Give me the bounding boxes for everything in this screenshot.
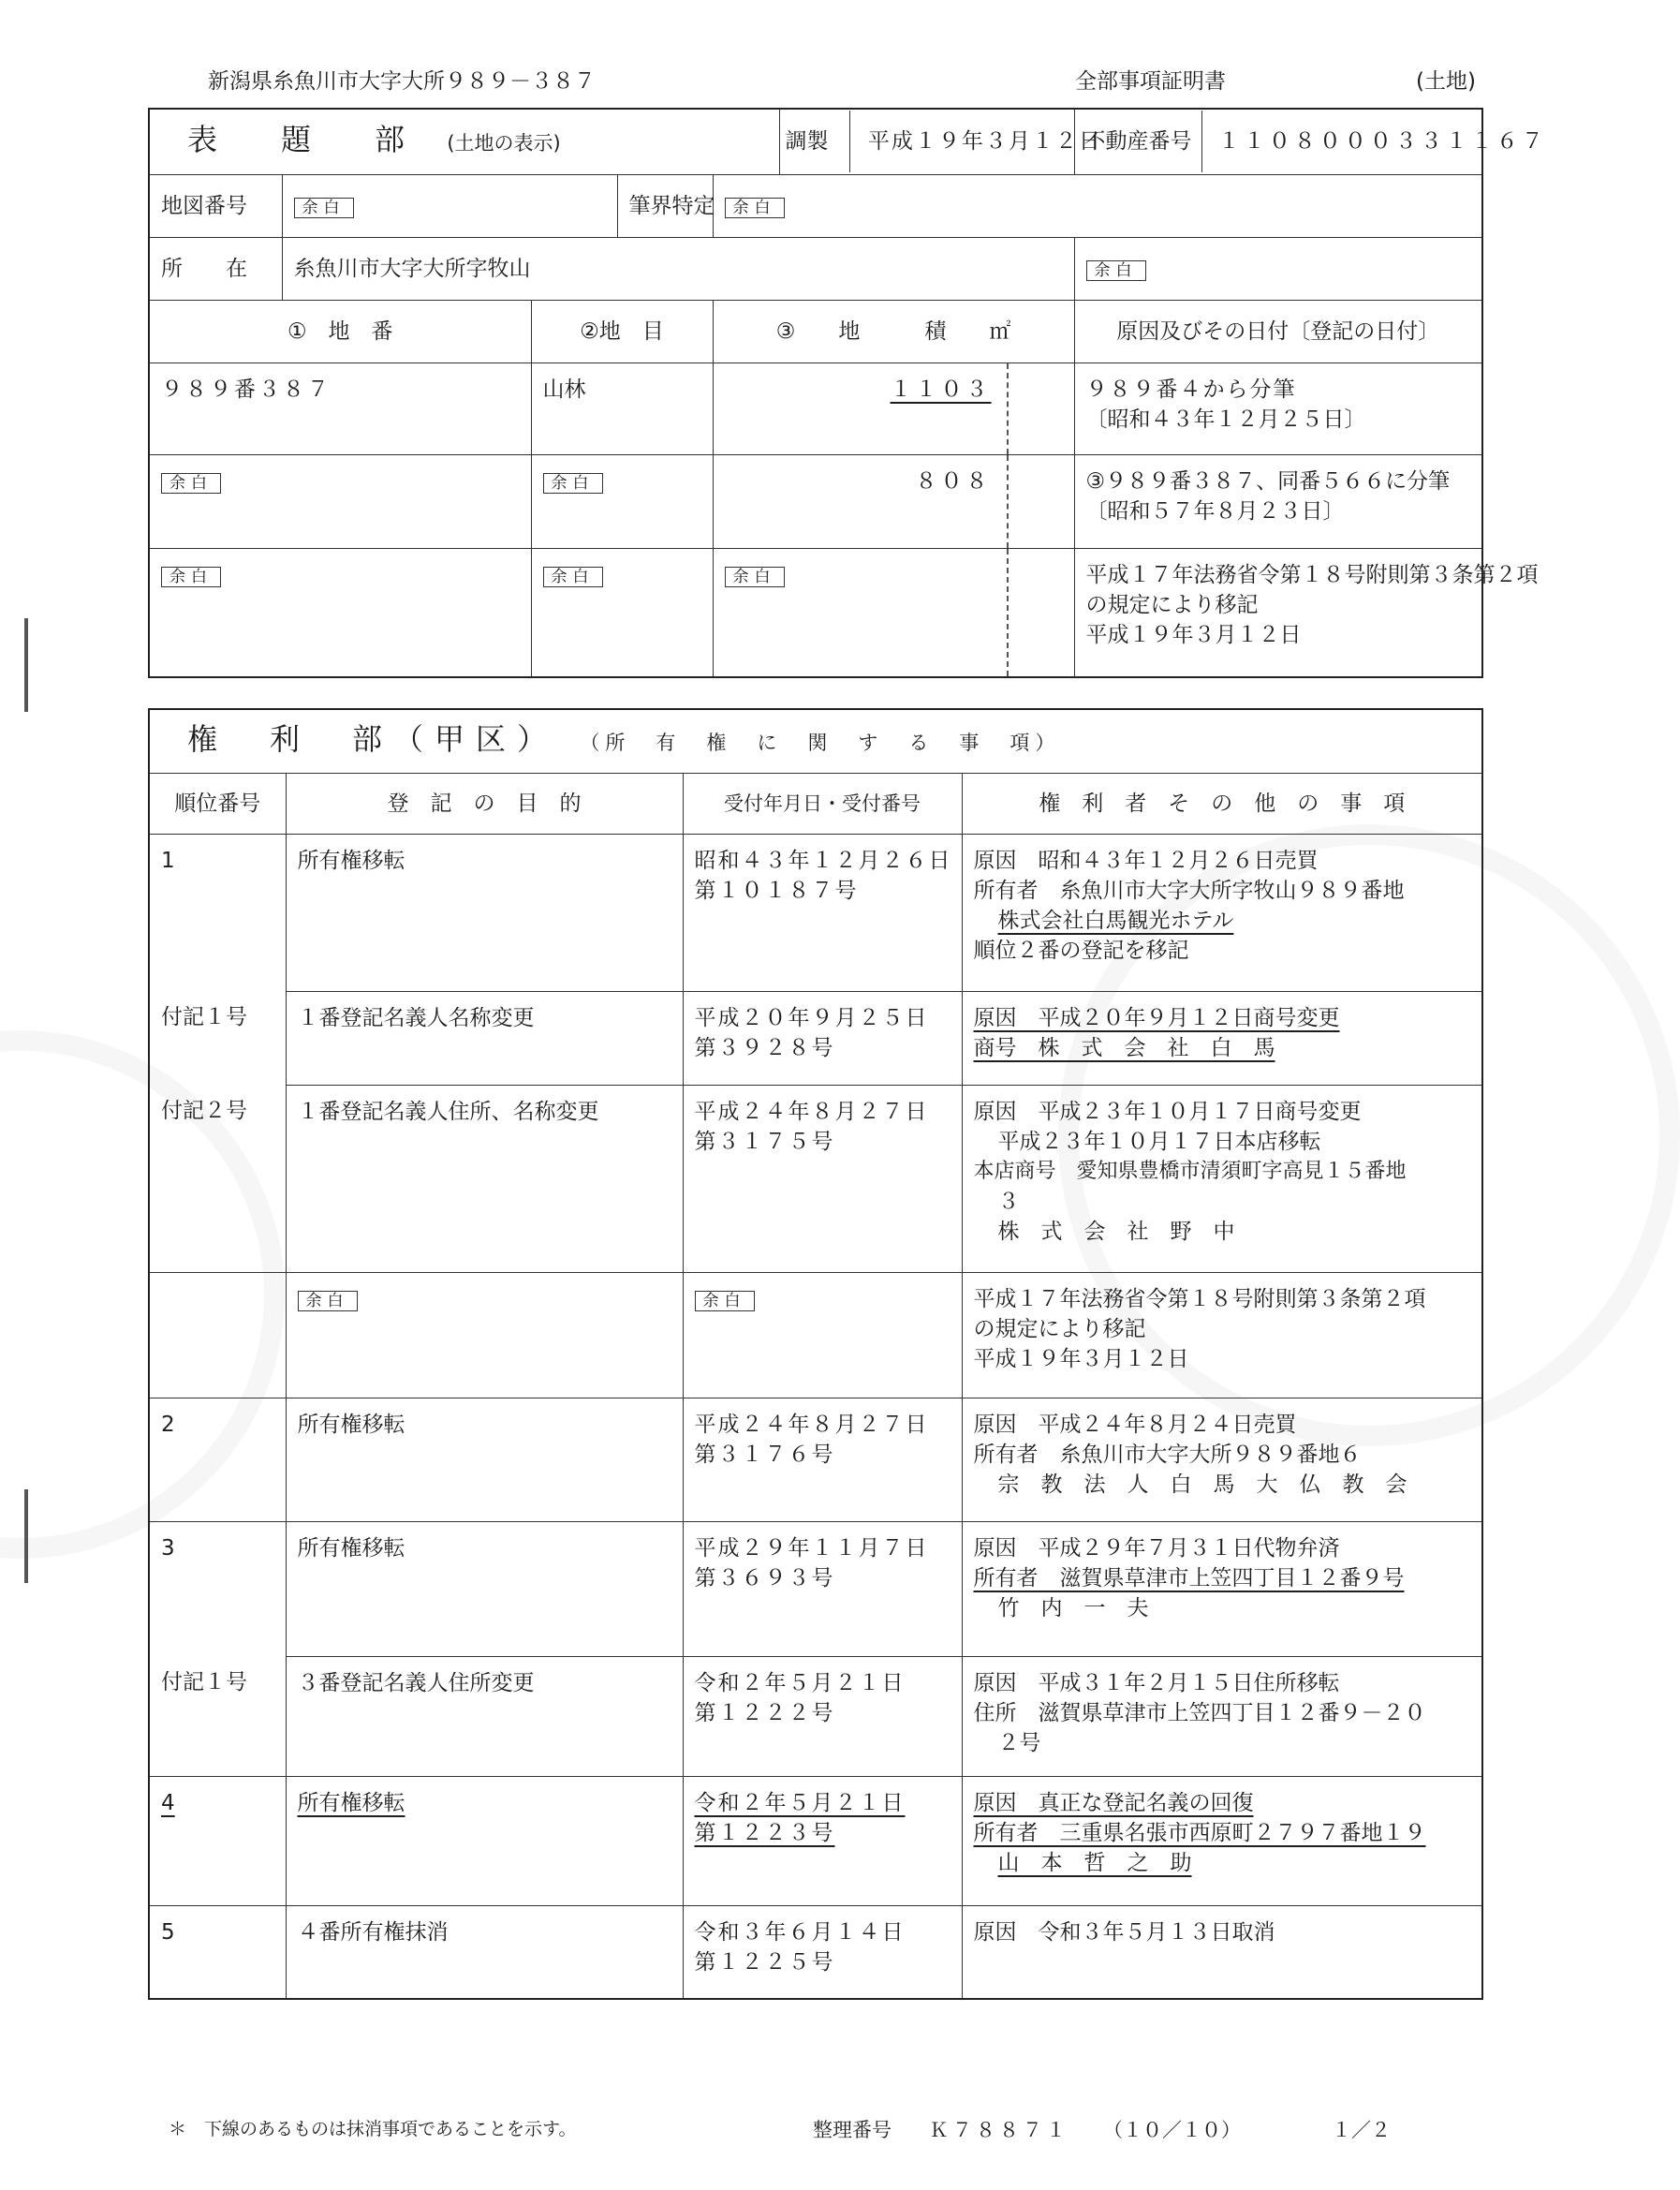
receipt-date: 平成２４年８月２７日 bbox=[694, 1099, 929, 1124]
chiban-cell bbox=[149, 454, 531, 548]
margin-stamp: 余白 bbox=[725, 198, 785, 218]
col-header-receipt: 受付年月日・受付番号 bbox=[683, 773, 962, 834]
details-line: 原因 平成３１年２月１５日住所移転 bbox=[973, 1670, 1340, 1695]
location-label: 所 在 bbox=[149, 237, 282, 300]
area-cell bbox=[713, 454, 1074, 548]
location-value: 糸魚川市大字大所字牧山 bbox=[282, 237, 1074, 300]
purpose-cell: ３番登記名義人住所変更 bbox=[286, 1656, 683, 1776]
header-cert-title: 全部事項証明書 bbox=[1075, 69, 1226, 94]
details-line: ３ bbox=[997, 1189, 1020, 1214]
details-line: 平成１７年法務省令第１８号附則第３条第２項 bbox=[973, 1286, 1426, 1311]
hyodai-subtitle: (土地の表示) bbox=[447, 132, 561, 155]
receipt-number: 第３９２８号 bbox=[694, 1035, 835, 1060]
boundary-label: 筆界特定 bbox=[617, 174, 713, 237]
details-cell bbox=[962, 991, 1482, 1085]
receipt-cell bbox=[683, 1521, 962, 1656]
details-line: 本店商号 愛知県豊橋市清須町字高見１５番地 bbox=[973, 1159, 1407, 1183]
margin-stamp: 余白 bbox=[161, 473, 221, 494]
rank-cell: 付記１号 bbox=[149, 991, 286, 1085]
cause-cell bbox=[1074, 454, 1482, 548]
rank-cell: 付記２号 bbox=[149, 1085, 286, 1272]
details-line: 原因 平成２９年７月３１日代物弁済 bbox=[973, 1535, 1340, 1561]
rank-cell bbox=[149, 1776, 286, 1905]
margin-stamp: 余白 bbox=[294, 198, 354, 218]
receipt-number: 第１２２３号 bbox=[694, 1820, 835, 1845]
purpose-cell: 所有権移転 bbox=[286, 1521, 683, 1656]
margin-stamp: 余白 bbox=[695, 1291, 755, 1311]
details-line: 原因 平成２４年８月２４日売買 bbox=[973, 1412, 1297, 1437]
details-line: の規定により移記 bbox=[973, 1316, 1146, 1341]
hyodai-title-cell bbox=[149, 109, 779, 174]
cause-line: 平成１９年３月１２日 bbox=[1085, 622, 1302, 647]
purpose-cell: 所有権移転 bbox=[286, 834, 683, 991]
area-value: ８０８ bbox=[915, 468, 992, 494]
chousei-label: 調製 bbox=[780, 111, 850, 172]
details-line: 所有者 糸魚川市大字大所９８９番地６ bbox=[973, 1442, 1362, 1467]
map-no-value bbox=[282, 174, 617, 237]
kenri-title: 権 利 部（甲区） bbox=[187, 721, 559, 758]
kenri-subtitle: （所 有 権 に 関 す る 事 項） bbox=[580, 732, 1061, 755]
purpose-cell: １番登記名義人名称変更 bbox=[286, 991, 683, 1085]
receipt-cell bbox=[683, 1398, 962, 1521]
margin-stamp: 余白 bbox=[543, 567, 603, 587]
rank-cell: 付記１号 bbox=[149, 1656, 286, 1776]
purpose-cell: １番登記名義人住所、名称変更 bbox=[286, 1085, 683, 1272]
property-no-label: 不動産番号 bbox=[1075, 111, 1202, 172]
chiban-cell: ９８９番３８７ bbox=[149, 363, 531, 454]
chimoku-cell bbox=[531, 548, 713, 677]
chimoku-cell: 山林 bbox=[531, 363, 713, 454]
receipt-date: 平成２０年９月２５日 bbox=[694, 1005, 929, 1030]
area-value: １１０３ bbox=[890, 377, 992, 402]
receipt-date: 昭和４３年１２月２６日 bbox=[694, 848, 952, 873]
margin-stamp: 余白 bbox=[543, 473, 603, 494]
details-line: 原因 真正な登記名義の回復 bbox=[973, 1790, 1254, 1815]
area-cell bbox=[713, 548, 1074, 677]
details-line: 所有者 三重県名張市西原町２７９７番地１９ bbox=[973, 1820, 1426, 1845]
receipt-cell bbox=[683, 1905, 962, 1999]
margin-stamp: 余白 bbox=[725, 567, 785, 587]
details-line: 原因 平成２３年１０月１７日商号変更 bbox=[973, 1099, 1362, 1124]
binding-mark bbox=[24, 1489, 28, 1583]
map-no-label: 地図番号 bbox=[149, 174, 282, 237]
col-header-details: 権 利 者 そ の 他 の 事 項 bbox=[962, 773, 1482, 834]
details-line: 宗 教 法 人 白 馬 大 仏 教 会 bbox=[997, 1472, 1407, 1497]
margin-stamp: 余白 bbox=[298, 1291, 358, 1311]
header-address: 新潟県糸魚川市大字大所９８９－３８７ bbox=[208, 69, 596, 94]
margin-stamp: 余白 bbox=[1086, 260, 1146, 281]
rank-value: 4 bbox=[161, 1790, 175, 1815]
property-no: １１０８０００３３１１６７ bbox=[1217, 129, 1547, 155]
property-no-cell bbox=[1074, 109, 1547, 174]
details-line: 住所 滋賀県草津市上笠四丁目１２番９－２０ bbox=[973, 1700, 1426, 1725]
cause-line: ③９８９番３８７、同番５６６に分筆 bbox=[1085, 468, 1451, 494]
details-line: 平成１９年３月１２日 bbox=[973, 1346, 1189, 1371]
purpose-cell: 所有権移転 bbox=[286, 1398, 683, 1521]
chiban-cell bbox=[149, 548, 531, 677]
chousei-cell bbox=[779, 109, 1102, 174]
purpose-cell bbox=[286, 1272, 683, 1398]
header-kind: (土地) bbox=[1416, 69, 1476, 94]
receipt-cell bbox=[683, 1085, 962, 1272]
cause-line: 〔昭和４３年１２月２５日〕 bbox=[1085, 407, 1366, 432]
details-line: 原因 平成２０年９月１２日商号変更 bbox=[973, 1005, 1340, 1030]
details-line: 竹 内 一 夫 bbox=[997, 1595, 1149, 1620]
binding-mark bbox=[24, 618, 28, 712]
footer-page: １／２ bbox=[1332, 2119, 1391, 2141]
chousei-date: 平成１９年３月１２日 bbox=[867, 129, 1102, 155]
receipt-cell bbox=[683, 991, 962, 1085]
details-cell bbox=[962, 1656, 1482, 1776]
col-header-chiban: ① 地 番 bbox=[149, 300, 531, 363]
cause-line: の規定により移記 bbox=[1085, 592, 1259, 617]
cause-cell bbox=[1074, 548, 1539, 677]
cause-line: 〔昭和５７年８月２３日〕 bbox=[1085, 498, 1345, 524]
kenri-title-cell bbox=[149, 709, 1482, 773]
cause-line: 平成１７年法務省令第１８号附則第３条第２項 bbox=[1085, 562, 1539, 587]
receipt-cell bbox=[683, 1272, 962, 1398]
details-line: 原因 昭和４３年１２月２６日売買 bbox=[973, 848, 1319, 873]
boundary-value bbox=[713, 174, 1482, 237]
details-cell bbox=[962, 1521, 1482, 1656]
purpose-cell: ４番所有権抹消 bbox=[286, 1905, 683, 1999]
rank-cell bbox=[149, 1272, 286, 1398]
details-cell bbox=[962, 1398, 1482, 1521]
details-line: 株 式 会 社 野 中 bbox=[997, 1219, 1235, 1244]
receipt-number: 第１０１８７号 bbox=[694, 878, 859, 903]
details-cell bbox=[962, 834, 1482, 991]
rank-cell: 1 bbox=[149, 834, 286, 991]
col-header-area: ③ 地 積 ㎡ bbox=[713, 300, 1074, 363]
rank-cell: 2 bbox=[149, 1398, 286, 1521]
receipt-number: 第１２２５号 bbox=[694, 1949, 835, 1975]
footer-note: ＊ 下線のあるものは抹消事項であることを示す。 bbox=[169, 2119, 577, 2139]
col-header-purpose: 登 記 の 目 的 bbox=[286, 773, 683, 834]
receipt-date: 令和２年５月２１日 bbox=[694, 1790, 906, 1815]
details-line: 所有者 滋賀県草津市上笠四丁目１２番９号 bbox=[973, 1565, 1405, 1591]
details-line: 原因 令和３年５月１３日取消 bbox=[973, 1919, 1275, 1945]
details-cell bbox=[962, 1272, 1482, 1398]
area-cell bbox=[713, 363, 1074, 454]
footer-count: （１０／１０） bbox=[1103, 2119, 1241, 2141]
footer-seiri-label: 整理番号 bbox=[813, 2119, 892, 2141]
details-line: 平成２３年１０月１７日本店移転 bbox=[997, 1129, 1321, 1154]
cause-line: ９８９番４から分筆 bbox=[1085, 377, 1297, 402]
rank-cell: 3 bbox=[149, 1521, 286, 1656]
receipt-date: 平成２４年８月２７日 bbox=[694, 1412, 929, 1437]
receipt-cell bbox=[683, 1776, 962, 1905]
receipt-number: 第１２２２号 bbox=[694, 1700, 835, 1725]
col-header-chimoku: ②地 目 bbox=[531, 300, 713, 363]
purpose-cell bbox=[286, 1776, 683, 1905]
location-margin bbox=[1074, 237, 1482, 300]
receipt-number: 第３６９３号 bbox=[694, 1565, 835, 1591]
purpose-value: 所有権移転 bbox=[297, 1790, 405, 1815]
details-cell bbox=[962, 1905, 1482, 1999]
details-line: 順位２番の登記を移記 bbox=[973, 938, 1189, 963]
receipt-date: 平成２９年１１月７日 bbox=[694, 1535, 929, 1561]
details-line: 所有者 糸魚川市大字大所字牧山９８９番地 bbox=[973, 878, 1405, 903]
receipt-cell bbox=[683, 834, 962, 991]
col-header-cause: 原因及びその日付〔登記の日付〕 bbox=[1074, 300, 1482, 363]
receipt-date: 令和２年５月２１日 bbox=[694, 1670, 906, 1695]
receipt-date: 令和３年６月１４日 bbox=[694, 1919, 906, 1945]
receipt-number: 第３１７６号 bbox=[694, 1442, 835, 1467]
details-cell bbox=[962, 1085, 1482, 1272]
cause-cell bbox=[1074, 363, 1482, 454]
hyodai-title: 表 題 部 bbox=[187, 122, 422, 158]
details-line: 株式会社白馬観光ホテル bbox=[997, 908, 1234, 933]
hyodai-table bbox=[148, 108, 1547, 678]
chimoku-cell bbox=[531, 454, 713, 548]
receipt-number: 第３１７５号 bbox=[694, 1129, 835, 1154]
kenri-table bbox=[148, 708, 1483, 2000]
col-header-rank: 順位番号 bbox=[149, 773, 286, 834]
receipt-cell bbox=[683, 1656, 962, 1776]
details-line: ２号 bbox=[997, 1730, 1041, 1755]
details-line: 山 本 哲 之 助 bbox=[997, 1850, 1192, 1875]
margin-stamp: 余白 bbox=[161, 567, 221, 587]
details-cell bbox=[962, 1776, 1482, 1905]
details-line: 商号 株 式 会 社 白 馬 bbox=[973, 1035, 1275, 1060]
rank-cell: 5 bbox=[149, 1905, 286, 1999]
footer-seiri-no: Ｋ７８８７１ bbox=[929, 2119, 1069, 2141]
